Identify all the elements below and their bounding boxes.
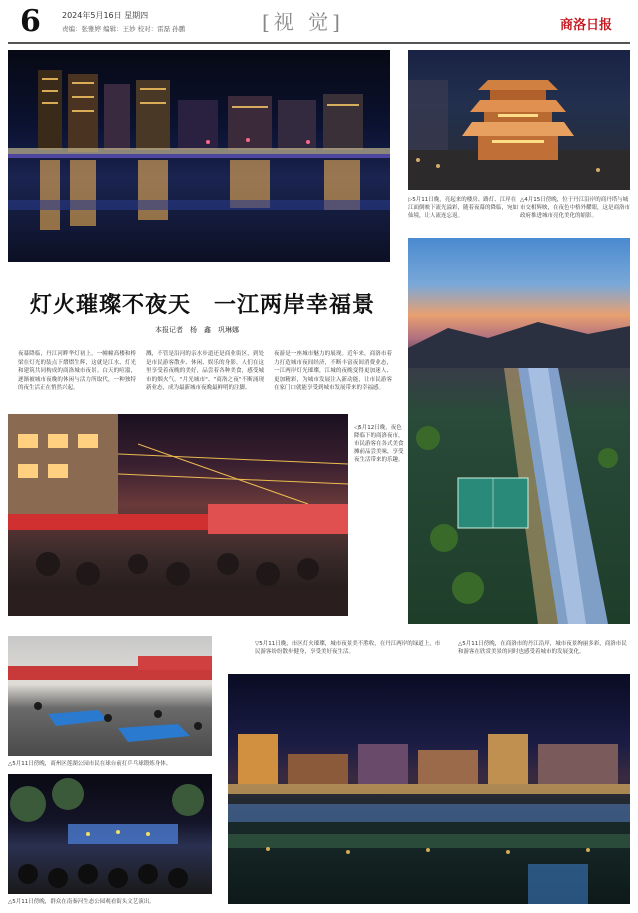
caption-river: ▽5月11日晚，市区灯火璀璨，城市夜景美不胜收，在丹江两岸的绿道上，市民游客纷纷散步健身，享受美好夜生活。 bbox=[255, 641, 441, 655]
photo-sunset-river-aerial bbox=[408, 238, 630, 624]
photo-night-market bbox=[8, 414, 348, 616]
caption-concert: △5月11日傍晚，群众在南秦河生态公园观看街头文艺演出。 bbox=[8, 899, 155, 905]
photo-river-night-city bbox=[228, 674, 630, 904]
photo-pingpong bbox=[8, 636, 212, 756]
date-line: 2024年5月16日 星期四 bbox=[62, 11, 149, 20]
caption-river-right: △5月11日傍晚，在商洛市的丹江沿岸，城市夜景绚丽多彩，商洛市民和游客在欣赏美景的同时也感受着城市的发展变化。 bbox=[458, 641, 627, 655]
caption-pingpong: △5月11日傍晚，商州区莲湖公园市民在球台前打乒乓球锻炼身体。 bbox=[8, 761, 172, 767]
header-rule bbox=[8, 42, 630, 44]
photo-night-river-buildings bbox=[8, 50, 390, 262]
article-title: 灯火璀璨不夜天 一江两岸幸福景 bbox=[30, 293, 376, 318]
section-title: [视 觉] bbox=[262, 10, 344, 34]
photo-pavilion-night bbox=[408, 50, 630, 190]
article-col-2: 溅，不管是沿河的亲水步道还是商业街区，到处是市民游客散步、休闲、娱乐的身影。人们在这里享受着夜晚的美好，品尝着各种美食，感受城市的烟火气。"月光城市"、"商洛之夜"不断涌现新业态，成为最新城市夜晚最鲜明的注脚。 bbox=[146, 351, 264, 391]
article-col-3: 夜游是一座城市魅力的展现。近年来，商洛市着力打造城市夜间经济，不断丰富夜间消费业态，一江两岸灯光璀璨，江城的夜晚变得更加迷人、更加精彩，为城市发展注入新动能，让市民游客在家门口就能享受到城市发展带来的幸福感。 bbox=[274, 351, 392, 391]
paper-logo: 商洛日报 bbox=[560, 18, 613, 33]
staff-line: 责编：张雅婷 编辑：王妙 校对：雷磊 孙鹏 bbox=[62, 25, 186, 33]
article-col-1: 夜幕降临，丹江河畔华灯初上，一幢幢高楼和桥梁在灯光的装点下熠熠生辉，这就是江水、灯光和建筑共同构成的商洛城市夜景。白天的喧嚣，逐渐被城市夜晚的休闲与活力所取代，一种独特的夜生活正在悄然兴起。 bbox=[18, 351, 136, 391]
photo-street-concert bbox=[8, 774, 212, 894]
page-number: 6 bbox=[20, 4, 41, 39]
caption-market: ◁5月12日晚，夜色降临下的商洛夜市，市民游客在各式美食摊前品尝美味，享受夜生活带来的乐趣。 bbox=[354, 425, 404, 463]
caption-top-right: ▷5月11日晚，亮起来的楼房、路灯、江岸在江面倒映下流光溢彩，随着夜幕的降临，宛如仙境，让人流连忘返。 bbox=[408, 197, 519, 219]
caption-top-right-2: △4月15日傍晚，位于丹江沿岸的商丹塔与城市交相辉映，在夜色中格外耀眼，这是商洛市政府推进城市亮化美化的缩影。 bbox=[520, 197, 631, 219]
article-byline: 本报记者 杨 鑫 巩琳娜 bbox=[155, 326, 239, 334]
